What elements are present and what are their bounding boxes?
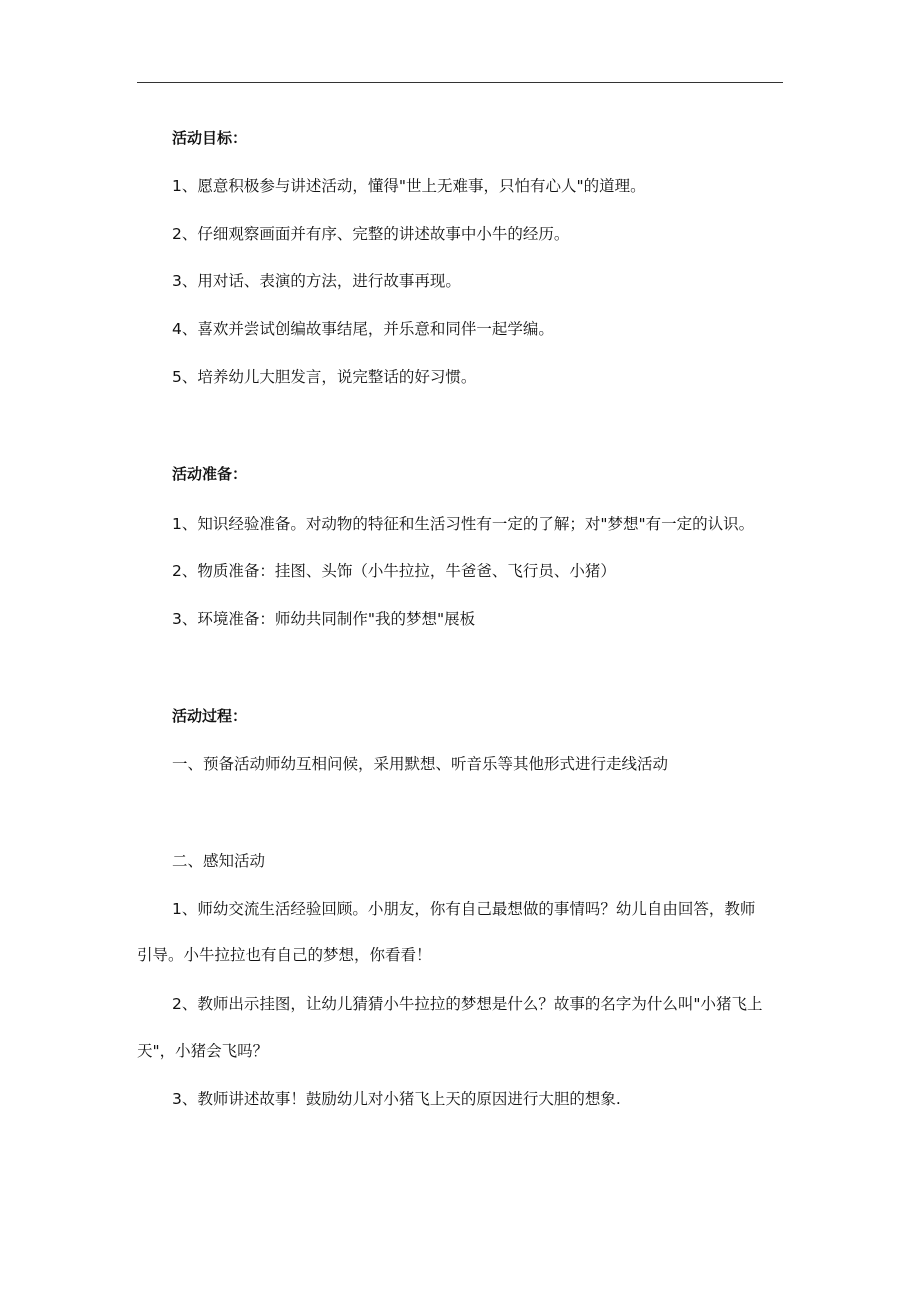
process-step-2: 二、感知活动 — [172, 852, 266, 870]
sub-item-2-line-1: 2、教师出示挂图，让幼儿猜猜小牛拉拉的梦想是什么？故事的名字为什么叫"小猪飞上 — [172, 995, 763, 1013]
goal-item-3: 3、用对话、表演的方法，进行故事再现。 — [172, 272, 461, 290]
prep-item-2: 2、物质准备：挂图、头饰（小牛拉拉，牛爸爸、飞行员、小猪） — [172, 562, 616, 580]
header-rule — [137, 82, 783, 83]
sub-item-1-line-1: 1、师幼交流生活经验回顾。小朋友，你有自己最想做的事情吗？幼儿自由回答，教师 — [172, 900, 756, 918]
process-heading: 活动过程： — [172, 707, 248, 725]
sub-item-1-line-2: 引导。小牛拉拉也有自己的梦想，你看看！ — [137, 946, 432, 964]
process-step-1: 一、预备活动师幼互相问候，采用默想、听音乐等其他形式进行走线活动 — [172, 755, 669, 773]
prep-item-3: 3、环境准备：师幼共同制作"我的梦想"展板 — [172, 610, 476, 628]
goal-item-4: 4、喜欢并尝试创编故事结尾，并乐意和同伴一起学编。 — [172, 320, 554, 338]
prep-item-1: 1、知识经验准备。对动物的特征和生活习性有一定的了解；对"梦想"有一定的认识。 — [172, 515, 755, 533]
preparation-heading: 活动准备： — [172, 465, 248, 483]
goals-heading: 活动目标： — [172, 129, 248, 147]
sub-item-3: 3、教师讲述故事！鼓励幼儿对小猪飞上天的原因进行大胆的想象. — [172, 1090, 621, 1108]
goal-item-1: 1、愿意积极参与讲述活动，懂得"世上无难事，只怕有心人"的道理。 — [172, 177, 646, 195]
sub-item-2-line-2: 天"，小猪会飞吗？ — [137, 1042, 269, 1060]
goal-item-5: 5、培养幼儿大胆发言，说完整话的好习惯。 — [172, 368, 477, 386]
goal-item-2: 2、仔细观察画面并有序、完整的讲述故事中小牛的经历。 — [172, 225, 570, 243]
